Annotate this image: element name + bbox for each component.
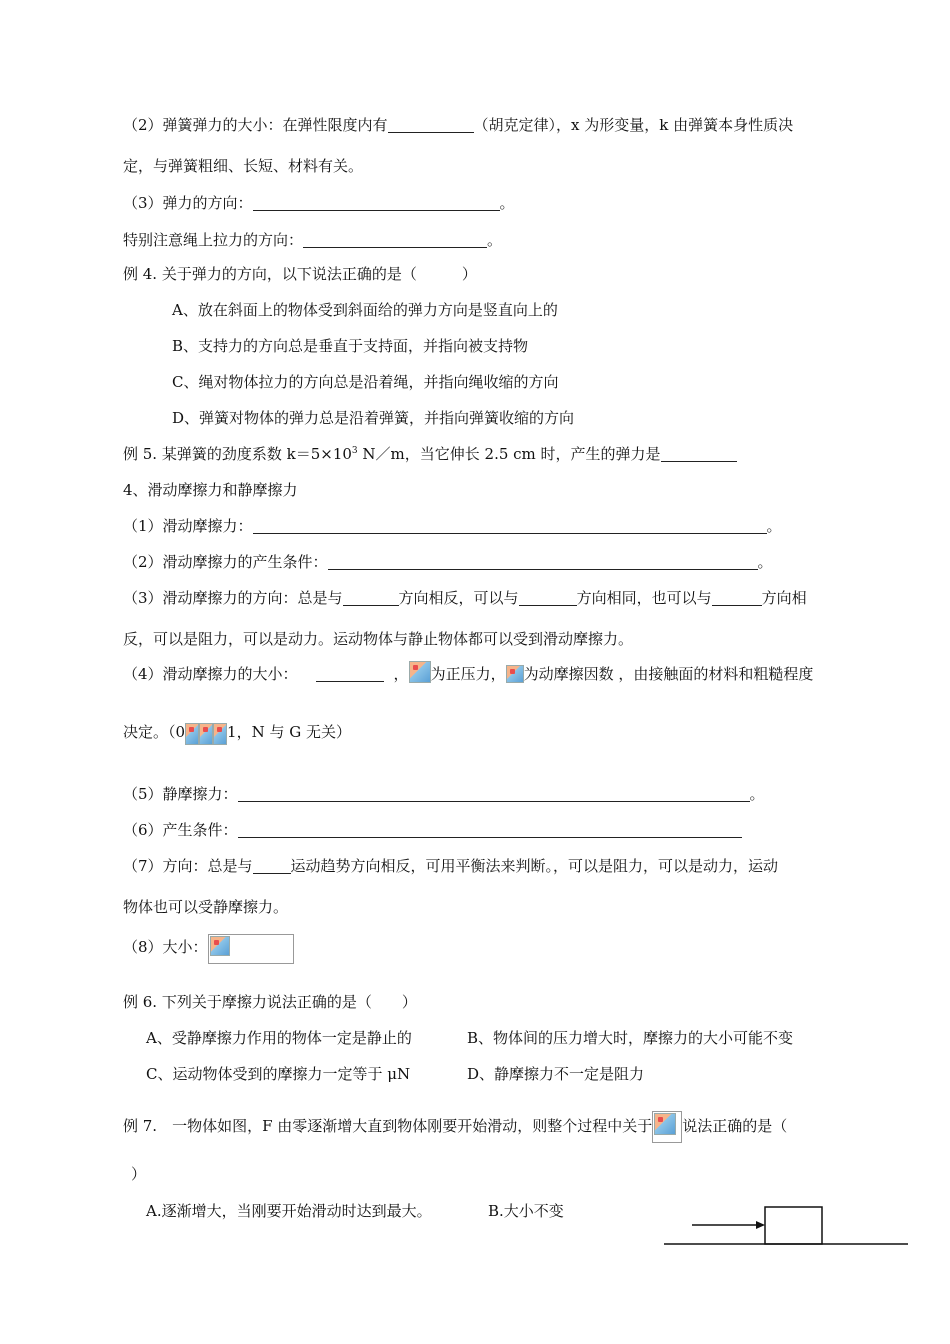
option-a: A.逐渐增大，当刚要开始滑动时达到最大。 [146, 1202, 432, 1220]
block [765, 1207, 822, 1244]
sliding-friction-magnitude-line [123, 661, 813, 684]
text: 说法正确的是（ [682, 1117, 788, 1135]
answer-blank[interactable] [661, 446, 737, 462]
text: 方向相同，也可以与 [576, 589, 712, 607]
text: 决定。（0 [123, 723, 186, 741]
answer-blank[interactable] [253, 858, 291, 874]
text: N／m，当它伸长 2.5 cm 时，产生的弹力是 [357, 445, 661, 463]
paragraph-line: 定，与弹簧粗细、长短、材料有关。 [123, 157, 364, 175]
option-b: B、物体间的压力增大时，摩擦力的大小可能不变 [467, 1029, 794, 1047]
text: 为正压力， [430, 665, 506, 683]
option-a: A、放在斜面上的物体受到斜面给的弹力方向是竖直向上的 [172, 301, 558, 319]
text: 方向相反，可以与 [398, 589, 519, 607]
text: （5）静摩擦力： [123, 785, 238, 803]
answer-blank[interactable] [253, 195, 500, 211]
exponent: 3 [351, 446, 358, 456]
example-4-question: 例 4. 关于弹力的方向，以下说法正确的是（ ） [123, 265, 477, 283]
paragraph-line: 物体也可以受静摩擦力。 [123, 898, 289, 916]
option-b: B、支持力的方向总是垂直于支持面，并指向被支持物 [172, 337, 529, 355]
broken-image-icon [654, 1113, 676, 1135]
broken-image-icon [185, 723, 199, 745]
example-5-question [123, 444, 737, 464]
answer-blank[interactable] [316, 666, 384, 682]
section-heading: 4、滑动摩擦力和静摩擦力 [123, 481, 298, 499]
text: （2）弹簧弹力的大小：在弹性限度内有 [123, 116, 388, 134]
text: 运动趋势方向相反，可用平衡法来判断。，可以是阻力，可以是动力，运动 [290, 857, 779, 875]
paragraph-line [123, 722, 351, 745]
option-a: A、受静摩擦力作用的物体一定是静止的 [146, 1029, 412, 1047]
answer-blank[interactable] [303, 232, 487, 248]
formula-image-placeholder [652, 1111, 682, 1143]
broken-image-icon [210, 936, 230, 956]
text: （3）弹力的方向： [123, 194, 253, 212]
paragraph-line: 反，可以是阻力，可以是动力。运动物体与静止物体都可以受到滑动摩擦力。 [123, 630, 634, 648]
text: 方向相 [761, 589, 807, 607]
force-diagram [660, 1200, 912, 1250]
text: 特别注意绳上拉力的方向： [123, 231, 304, 249]
text: ， [393, 665, 409, 683]
static-friction-direction-line [123, 856, 778, 876]
static-friction-line [123, 784, 765, 804]
broken-image-icon [199, 723, 213, 745]
example-7-question [123, 1111, 787, 1143]
rope-tension-line [123, 230, 502, 250]
option-c: C、绳对物体拉力的方向总是沿着绳，并指向绳收缩的方向 [172, 373, 559, 391]
sliding-friction-condition-line [123, 552, 773, 572]
paragraph-line: ） [131, 1165, 147, 1183]
answer-blank[interactable] [238, 786, 750, 802]
spring-force-direction-line [123, 193, 515, 213]
sliding-friction-direction-line [123, 588, 807, 608]
text: （6）产生条件： [123, 821, 238, 839]
option-b: B.大小不变 [488, 1202, 564, 1220]
answer-blank[interactable] [712, 590, 762, 606]
text: 为动摩擦因数 ，由接触面的材料和粗糙程度 [523, 665, 814, 683]
text: 。 [499, 194, 515, 212]
sliding-friction-line [123, 516, 782, 536]
text: （2）滑动摩擦力的产生条件： [123, 553, 328, 571]
text: 。 [766, 517, 782, 535]
option-d: D、弹簧对物体的弹力总是沿着弹簧，并指向弹簧收缩的方向 [172, 409, 575, 427]
option-d: D、静摩擦力不一定是阻力 [467, 1065, 645, 1083]
option-c: C、运动物体受到的摩擦力一定等于 μN [146, 1065, 411, 1083]
answer-blank[interactable] [388, 117, 474, 133]
text: （1）滑动摩擦力： [123, 517, 253, 535]
answer-blank[interactable] [519, 590, 577, 606]
text: （7）方向：总是与 [123, 857, 253, 875]
answer-blank[interactable] [238, 822, 742, 838]
spring-force-magnitude-line [123, 115, 793, 135]
text: 例 7. 一物体如图，F 由零逐渐增大直到物体刚要开始滑动，则整个过程中关于 [123, 1117, 653, 1135]
static-friction-condition-line [123, 820, 742, 840]
text: 例 5. 某弹簧的劲度系数 k＝5×10 [123, 445, 352, 463]
text: （8）大小： [123, 938, 208, 956]
answer-blank[interactable] [343, 590, 399, 606]
text: 。 [749, 785, 765, 803]
force-arrow-head [756, 1221, 765, 1229]
text: （4）滑动摩擦力的大小： [123, 665, 298, 683]
answer-blank[interactable] [328, 554, 758, 570]
example-6-question: 例 6. 下列关于摩擦力说法正确的是（ ） [123, 993, 417, 1011]
text: 1，N 与 G 无关） [227, 723, 352, 741]
text: 。 [487, 231, 503, 249]
answer-blank[interactable] [253, 518, 767, 534]
text: 。 [757, 553, 773, 571]
broken-image-icon [409, 661, 431, 683]
broken-image-icon [506, 665, 524, 683]
broken-image-icon [213, 723, 227, 745]
text: （3）滑动摩擦力的方向：总是与 [123, 589, 343, 607]
text: （胡克定律），x 为形变量，k 由弹簧本身性质决 [473, 116, 794, 134]
static-friction-magnitude-line [123, 934, 294, 964]
formula-image-placeholder [208, 934, 294, 964]
